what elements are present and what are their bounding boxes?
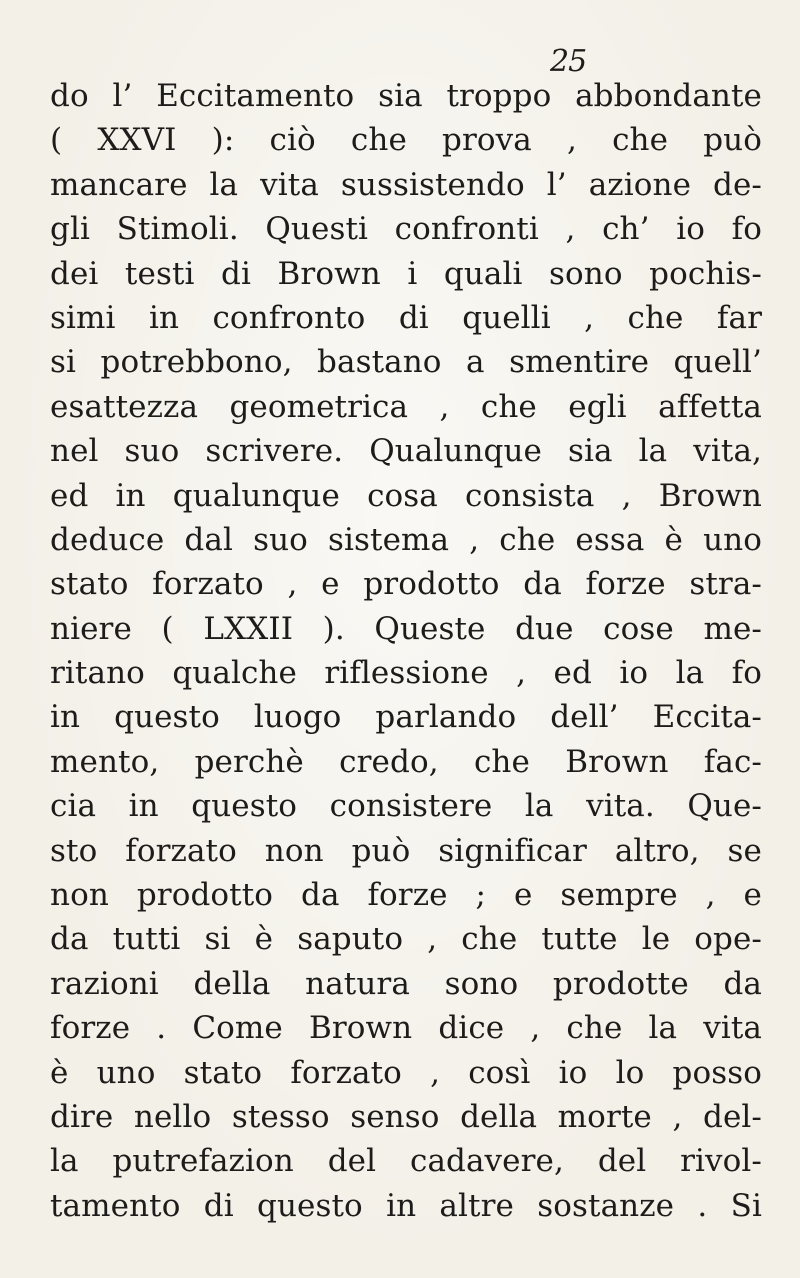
text-line: esattezza geometrica , che egli affetta: [50, 388, 762, 425]
text-line: da tutti si è saputo , che tutte le ope-: [50, 921, 762, 958]
text-line: si potrebbono, bastano a smentire quell’: [50, 344, 762, 381]
text-line: deduce dal suo sistema , che essa è uno: [50, 521, 762, 558]
text-line: in questo luogo parlando dell’ Eccita-: [50, 699, 762, 736]
body-text: [50, 74, 762, 1228]
text-line: sto forzato non può significar altro, se: [50, 832, 762, 869]
text-line: ritano qualche riflessione , ed io la fo: [50, 655, 762, 692]
text-line: stato forzato , e prodotto da forze stra-: [50, 566, 762, 603]
text-line: dire nello stesso senso della morte , del-: [50, 1098, 762, 1135]
text-line: mancare la vita sussistendo l’ azione de-: [50, 166, 762, 203]
text-line: tamento di questo in altre sostanze . Si: [50, 1187, 762, 1224]
text-line: ed in qualunque cosa consista , Brown: [50, 477, 762, 514]
text-line: dei testi di Brown i quali sono pochis-: [50, 255, 762, 292]
text-line: razioni della natura sono prodotte da: [50, 965, 762, 1002]
text-line: cia in questo consistere la vita. Que-: [50, 788, 762, 825]
text-line: forze . Come Brown dice , che la vita: [50, 1010, 762, 1047]
text-line: nel suo scrivere. Qualunque sia la vita,: [50, 433, 762, 470]
text-line: non prodotto da forze ; e sempre , e: [50, 877, 762, 914]
text-line: ( XXVI ): ciò che prova , che può: [50, 122, 762, 159]
text-line: simi in confronto di quelli , che far: [50, 299, 762, 336]
text-line: è uno stato forzato , così io lo posso: [50, 1054, 762, 1091]
text-line: la putrefazion del cadavere, del rivol-: [50, 1143, 762, 1180]
text-line: gli Stimoli. Questi confronti , ch’ io fo: [50, 211, 762, 248]
text-line: do l’ Eccitamento sia troppo abbondante: [50, 78, 762, 114]
text-line: mento, perchè credo, che Brown fac-: [50, 743, 762, 780]
page-number: 25: [550, 44, 587, 79]
text-line: niere ( LXXII ). Queste due cose me-: [50, 610, 762, 647]
